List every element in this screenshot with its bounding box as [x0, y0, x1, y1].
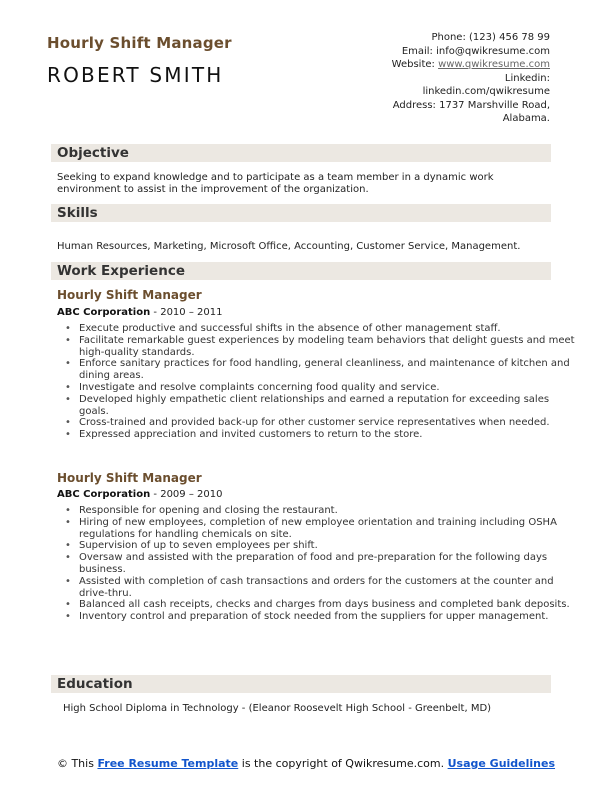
list-item: • Supervision of up to seven employees per shift.: [79, 540, 575, 552]
job-1-dates: - 2010 – 2011: [150, 307, 223, 318]
list-item: • Enforce sanitary practices for food handling, general cleanliness, and maintenance of kitchen and dining areas.: [79, 358, 575, 382]
list-item: • Investigate and resolve complaints concerning food quality and service.: [79, 382, 575, 394]
list-item: • Execute productive and successful shifts in the absence of other management staff.: [79, 323, 575, 335]
job-2-company: ABC Corporation: [57, 489, 151, 500]
resume-job-title: Hourly Shift Manager: [47, 34, 232, 52]
list-item: • Oversaw and assisted with the preparation of food and pre-preparation for the following days business.: [79, 552, 575, 576]
usage-guidelines-link[interactable]: Usage Guidelines: [447, 757, 556, 770]
list-item: • Developed highly empathetic client relationships and earned a reputation for exceeding sales goals.: [79, 394, 575, 418]
contact-address: [392, 99, 550, 113]
contact-phone: [392, 31, 550, 45]
list-item: • Expressed appreciation and invited customers to return to the store.: [79, 429, 575, 441]
contact-linkedin-value: linkedin.com/qwikresume: [422, 86, 550, 97]
email-label: Email:: [401, 45, 433, 57]
list-item: • Assisted with completion of cash transactions and orders for the customers at the counter and drive-thru.: [79, 576, 575, 600]
job-2-bullets: [57, 505, 575, 623]
footer-prefix: © This: [56, 757, 98, 770]
email-value: info@qwikresume.com: [436, 45, 550, 57]
phone-label: Phone:: [431, 32, 466, 43]
contact-website: [392, 58, 550, 72]
footer: [0, 757, 612, 770]
list-item: • Hiring of new employees, completion of new employee orientation and training including OSHA regulations for handling chemicals on site.: [79, 517, 575, 541]
list-item: • Responsible for opening and closing the restaurant.: [79, 505, 575, 517]
free-resume-template-link[interactable]: Free Resume Template: [97, 757, 239, 770]
website-label: Website:: [391, 59, 435, 70]
contact-block: [392, 31, 550, 126]
section-objective-heading: Objective: [51, 144, 551, 162]
list-item: • Cross-trained and provided back-up for other customer service representatives when needed.: [79, 417, 575, 429]
website-link[interactable]: www.qwikresume.com: [438, 59, 550, 70]
resume-header: [47, 34, 232, 87]
job-1-title: Hourly Shift Manager: [57, 288, 202, 302]
education-text: High School Diploma in Technology - (Eleanor Roosevelt High School - Greenbelt, MD): [63, 703, 492, 714]
list-item: • Facilitate remarkable guest experiences by modeling team behaviors that delight guests and meet high-quality standards.: [79, 335, 575, 359]
objective-text: Seeking to expand knowledge and to participate as a team member in a dynamic work environment to assist in the improvement of the organization.: [57, 172, 494, 195]
section-experience-heading: Work Experience: [51, 262, 551, 280]
list-item: • Inventory control and preparation of stock needed from the suppliers for upper management.: [79, 611, 575, 623]
footer-middle: is the copyright of Qwikresume.com.: [238, 757, 448, 770]
job-2-company-line: [57, 489, 222, 500]
contact-email: [392, 45, 550, 59]
person-name: ROBERT SMITH: [47, 63, 224, 87]
address-label: Address:: [392, 99, 436, 111]
contact-linkedin-label: Linkedin:: [504, 72, 550, 84]
skills-text: Human Resources, Marketing, Microsoft Office, Accounting, Customer Service, Management.: [57, 241, 521, 252]
address-line1: 1737 Marshville Road,: [439, 99, 550, 111]
section-skills-heading: Skills: [51, 204, 551, 222]
list-item: • Balanced all cash receipts, checks and charges from days business and completed bank deposits.: [79, 599, 575, 611]
contact-address-line2: Alabama.: [502, 113, 550, 124]
section-education-heading: Education: [51, 675, 551, 693]
job-1-company: ABC Corporation: [57, 307, 151, 318]
job-1-bullets: [57, 323, 575, 441]
job-2-title: Hourly Shift Manager: [57, 471, 202, 485]
phone-value: (123) 456 78 99: [469, 32, 550, 43]
job-2-dates: - 2009 – 2010: [150, 489, 223, 500]
job-1-company-line: [57, 307, 222, 318]
